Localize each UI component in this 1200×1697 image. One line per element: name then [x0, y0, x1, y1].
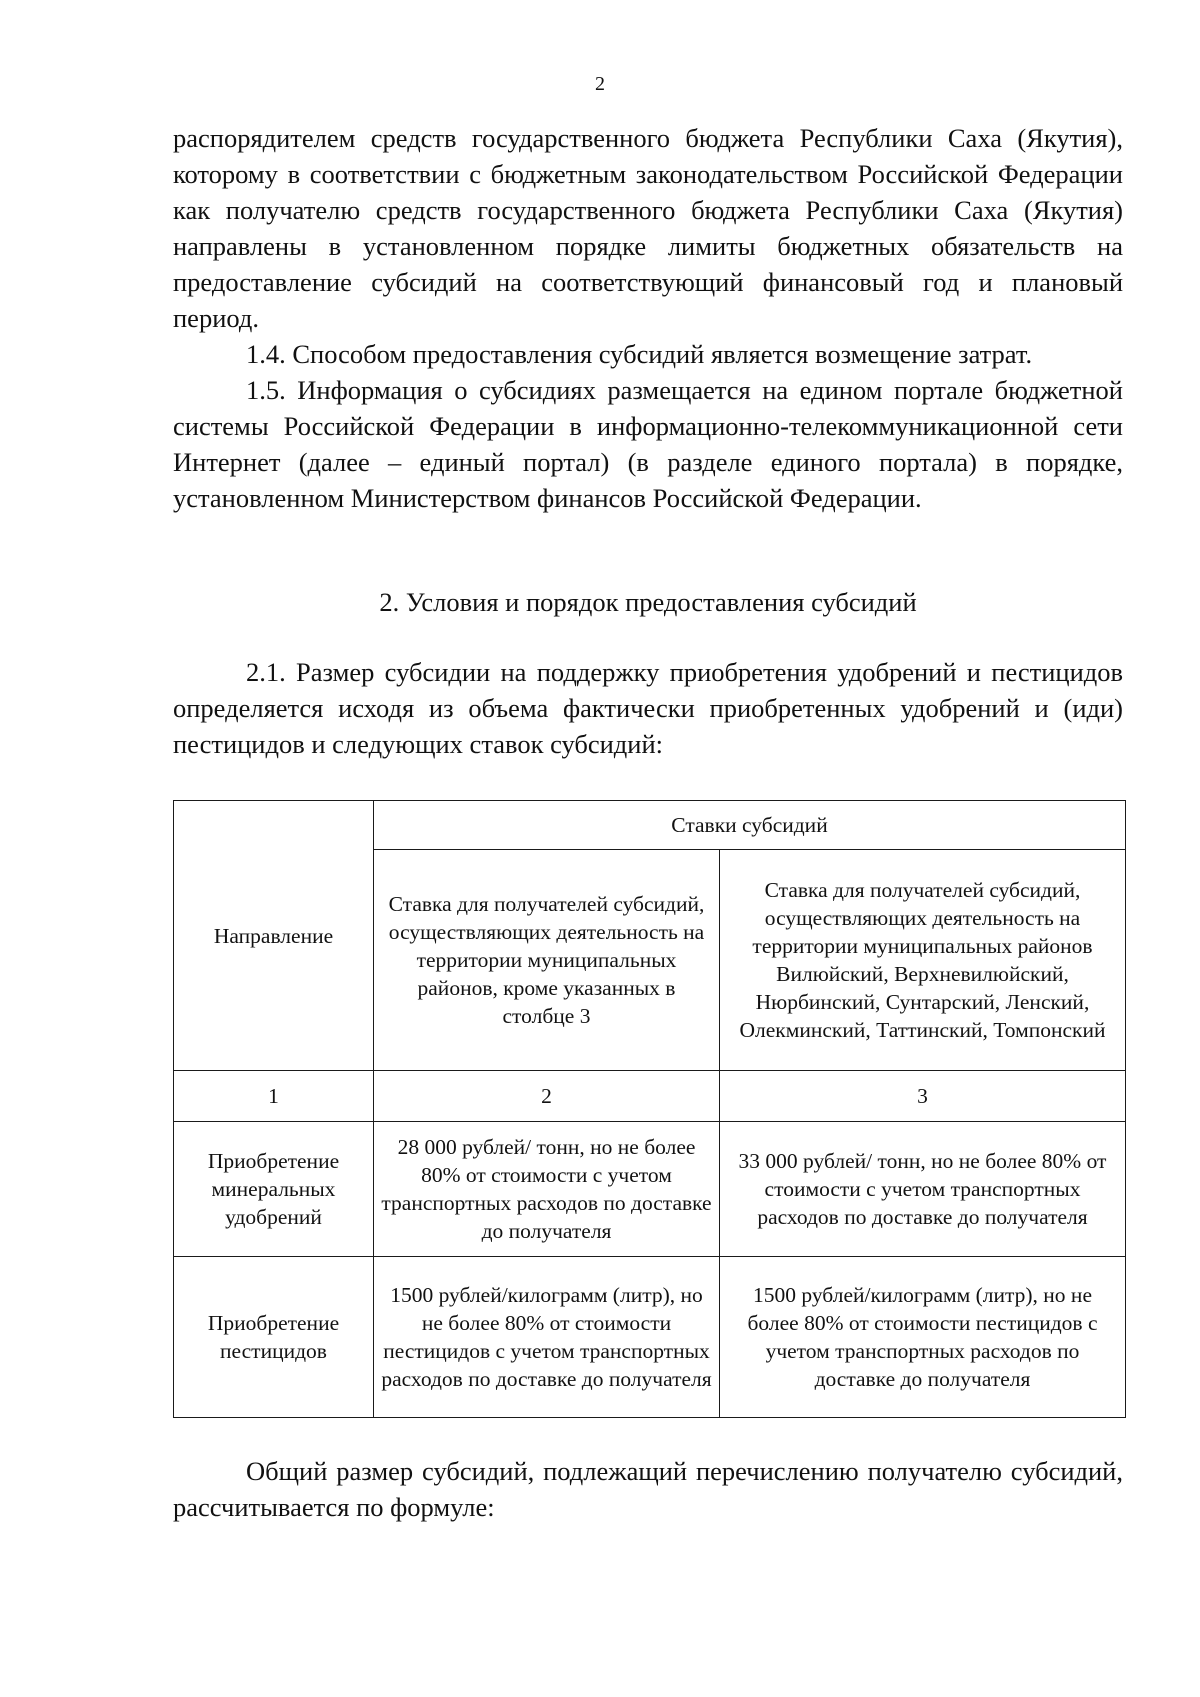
row-direction-pesticides: Приобретение пестицидов	[174, 1257, 374, 1418]
column-number: 3	[720, 1071, 1126, 1122]
header-col2-general-rate: Ставка для получателей субсидий, осуществляющих деятельность на территории муниципальных районов, кроме указанных в столбце 3	[374, 850, 720, 1071]
header-direction: Направление	[174, 801, 374, 1071]
table-row	[174, 1257, 1126, 1418]
formula-intro-block	[173, 1453, 1123, 1525]
row-direction-fertilizers: Приобретение минеральных удобрений	[174, 1122, 374, 1257]
row-rate-districts: 1500 рублей/килограмм (литр), но не более 80% от стоимости пестицидов с учетом транспортных расходов по доставке до получателя	[720, 1257, 1126, 1418]
paragraph-2-1-block	[173, 654, 1123, 762]
table-column-number-row	[174, 1071, 1126, 1122]
table-header-row	[174, 801, 1126, 850]
paragraph-formula-intro: Общий размер субсидий, подлежащий перечислению получателю субсидий, рассчитывается по формуле:	[173, 1456, 1123, 1522]
paragraph-1-5: 1.5. Информация о субсидиях размещается на едином портале бюджетной системы Российской Федерации в информационно-телекоммуникационной сети Интернет (далее – единый портал) (в разделе единого портала) в порядке, установленном Министерством финансов Российской Федерации.	[173, 375, 1123, 513]
row-rate-districts: 33 000 рублей/ тонн, но не более 80% от стоимости с учетом транспортных расходов по доставке до получателя	[720, 1122, 1126, 1257]
page-number: 2	[595, 73, 605, 95]
row-rate-general: 1500 рублей/килограмм (литр), но не более 80% от стоимости пестицидов с учетом транспортных расходов по доставке до получателя	[374, 1257, 720, 1418]
header-rates: Ставки субсидий	[374, 801, 1126, 850]
subsidy-rates-table	[173, 800, 1126, 1418]
paragraph-1-4: 1.4. Способом предоставления субсидий является возмещение затрат.	[246, 339, 1033, 369]
paragraph-continuation: распорядителем средств государственного бюджета Республики Саха (Якутия), которому в соответствии с бюджетным законодательством Российской Федерации как получателю средств государственного бюджета Республики Саха (Якутия) направлены в установленном порядке лимиты бюджетных обязательств на предоставление субсидий на соответствующий финансовый год и плановый период.	[173, 123, 1123, 333]
column-number: 2	[374, 1071, 720, 1122]
header-col3-district-rate: Ставка для получателей субсидий, осуществляющих деятельность на территории муниципальных районов Вилюйский, Верхневилюйский, Нюрбинский, Сунтарский, Ленский, Олекминский, Таттинский, Томпонский	[720, 850, 1126, 1071]
column-number: 1	[174, 1071, 374, 1122]
paragraph-2-1: 2.1. Размер субсидии на поддержку приобретения удобрений и пестицидов определяется исходя из объема фактически приобретенных удобрений и (иди) пестицидов и следующих ставок субсидий:	[173, 657, 1123, 759]
intro-text-block	[173, 120, 1123, 516]
section-title: 2. Условия и порядок предоставления субсидий	[379, 587, 917, 617]
table-row	[174, 1122, 1126, 1257]
row-rate-general: 28 000 рублей/ тонн, но не более 80% от стоимости с учетом транспортных расходов по доставке до получателя	[374, 1122, 720, 1257]
